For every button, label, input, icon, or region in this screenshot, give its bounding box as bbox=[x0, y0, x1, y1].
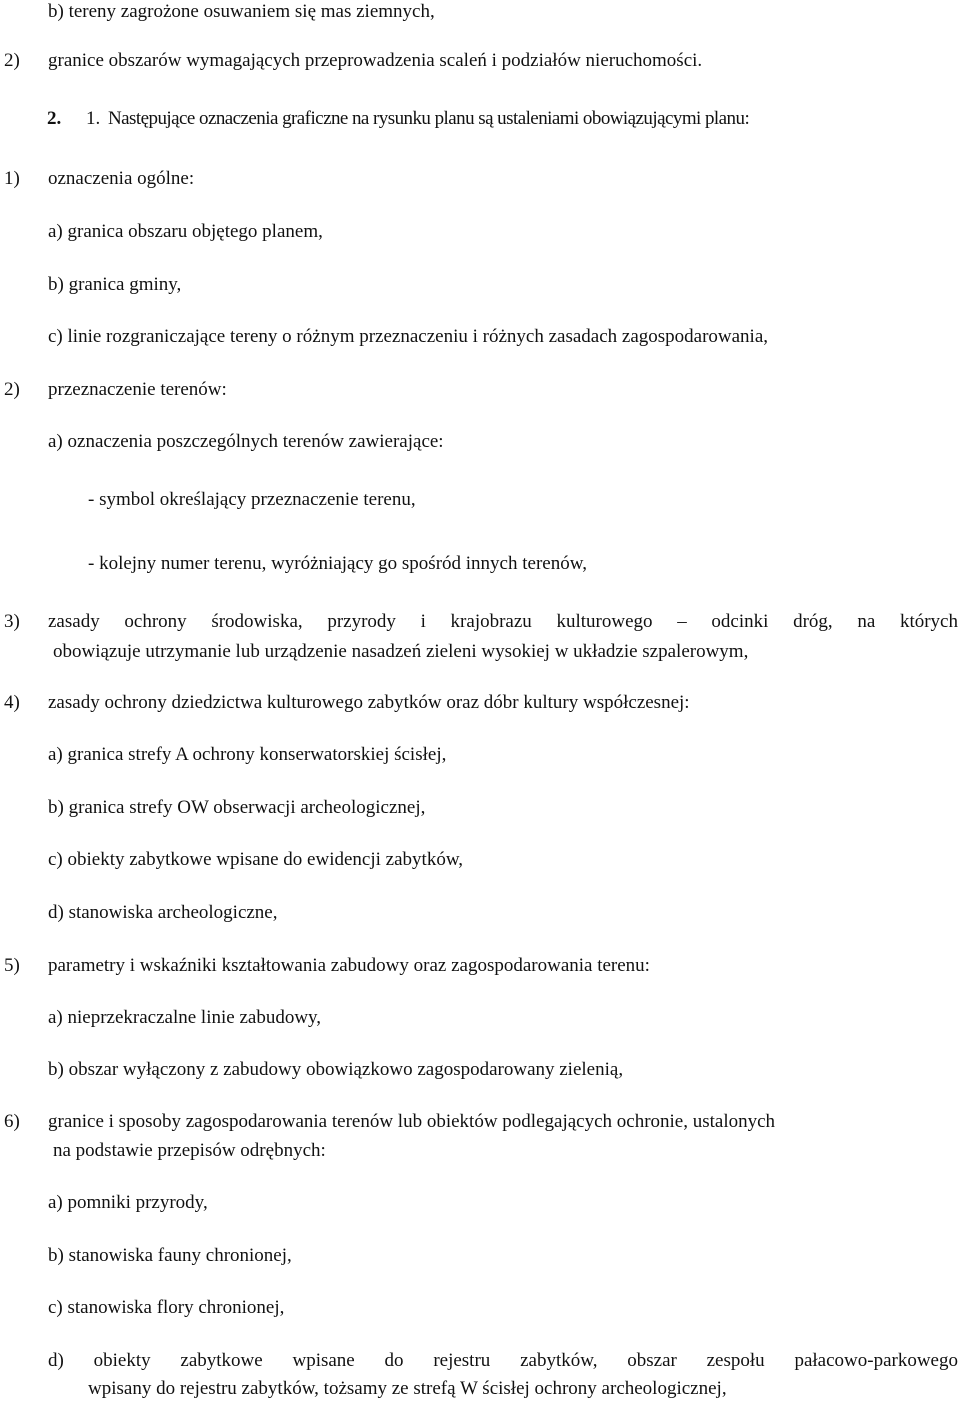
list-item: d) stanowiska archeologiczne, bbox=[48, 902, 278, 923]
list-item: a) oznaczenia poszczególnych terenów zawierające: bbox=[48, 431, 444, 452]
list-item: a) nieprzekraczalne linie zabudowy, bbox=[48, 1007, 322, 1028]
list-item: granice obszarów wymagających przeprowadzenia scaleń i podziałów nieruchomości. bbox=[48, 50, 703, 71]
list-number: 2) bbox=[4, 379, 20, 400]
list-number: 3) bbox=[4, 611, 20, 632]
list-item-continuation: wpisany do rejestru zabytków, tożsamy ze strefą W ścisłej ochrony archeologicznej, bbox=[88, 1378, 727, 1399]
paragraph-number: 1. bbox=[86, 108, 101, 129]
list-item: b) tereny zagrożone osuwaniem się mas ziemnych, bbox=[48, 1, 435, 22]
list-number: 5) bbox=[4, 955, 20, 976]
list-item: oznaczenia ogólne: bbox=[48, 168, 195, 189]
list-number: 6) bbox=[4, 1111, 20, 1132]
list-number: 4) bbox=[4, 692, 20, 713]
list-item: granice i sposoby zagospodarowania terenów lub obiektów podlegających ochronie, ustalonych bbox=[48, 1111, 776, 1132]
list-item: b) granica strefy OW obserwacji archeologicznej, bbox=[48, 797, 426, 818]
list-item: a) granica strefy A ochrony konserwatorskiej ścisłej, bbox=[48, 744, 447, 765]
list-item: - kolejny numer terenu, wyróżniający go spośród innych terenów, bbox=[88, 553, 587, 574]
list-item: c) linie rozgraniczające tereny o różnym przeznaczeniu i różnych zasadach zagospodarowania, bbox=[48, 326, 769, 347]
list-item: b) granica gminy, bbox=[48, 274, 182, 295]
section-number: 2. bbox=[47, 108, 62, 129]
list-item: c) stanowiska flory chronionej, bbox=[48, 1297, 285, 1318]
list-number: 2) bbox=[4, 50, 20, 71]
list-item: b) stanowiska fauny chronionej, bbox=[48, 1245, 292, 1266]
list-item: a) granica obszaru objętego planem, bbox=[48, 221, 323, 242]
list-item: a) pomniki przyrody, bbox=[48, 1192, 208, 1213]
list-item: zasady ochrony środowiska, przyrody i krajobrazu kulturowego – odcinki dróg, na których bbox=[48, 611, 958, 632]
list-item: zasady ochrony dziedzictwa kulturowego zabytków oraz dóbr kultury współczesnej: bbox=[48, 692, 690, 713]
list-item: parametry i wskaźniki kształtowania zabudowy oraz zagospodarowania terenu: bbox=[48, 955, 650, 976]
list-item-continuation: na podstawie przepisów odrębnych: bbox=[53, 1140, 326, 1161]
list-number: 1) bbox=[4, 168, 20, 189]
list-item-continuation: obowiązuje utrzymanie lub urządzenie nasadzeń zieleni wysokiej w układzie szpalerowym, bbox=[53, 641, 749, 662]
list-item: b) obszar wyłączony z zabudowy obowiązkowo zagospodarowany zielenią, bbox=[48, 1059, 624, 1080]
list-item: d) obiekty zabytkowe wpisane do rejestru zabytków, obszar zespołu pałacowo-parkowego bbox=[48, 1350, 958, 1371]
paragraph-text: Następujące oznaczenia graficzne na rysunku planu są ustaleniami obowiązującymi planu: bbox=[108, 108, 750, 129]
list-item: - symbol określający przeznaczenie terenu, bbox=[88, 489, 416, 510]
list-item: c) obiekty zabytkowe wpisane do ewidencji zabytków, bbox=[48, 849, 464, 870]
list-item: przeznaczenie terenów: bbox=[48, 379, 227, 400]
